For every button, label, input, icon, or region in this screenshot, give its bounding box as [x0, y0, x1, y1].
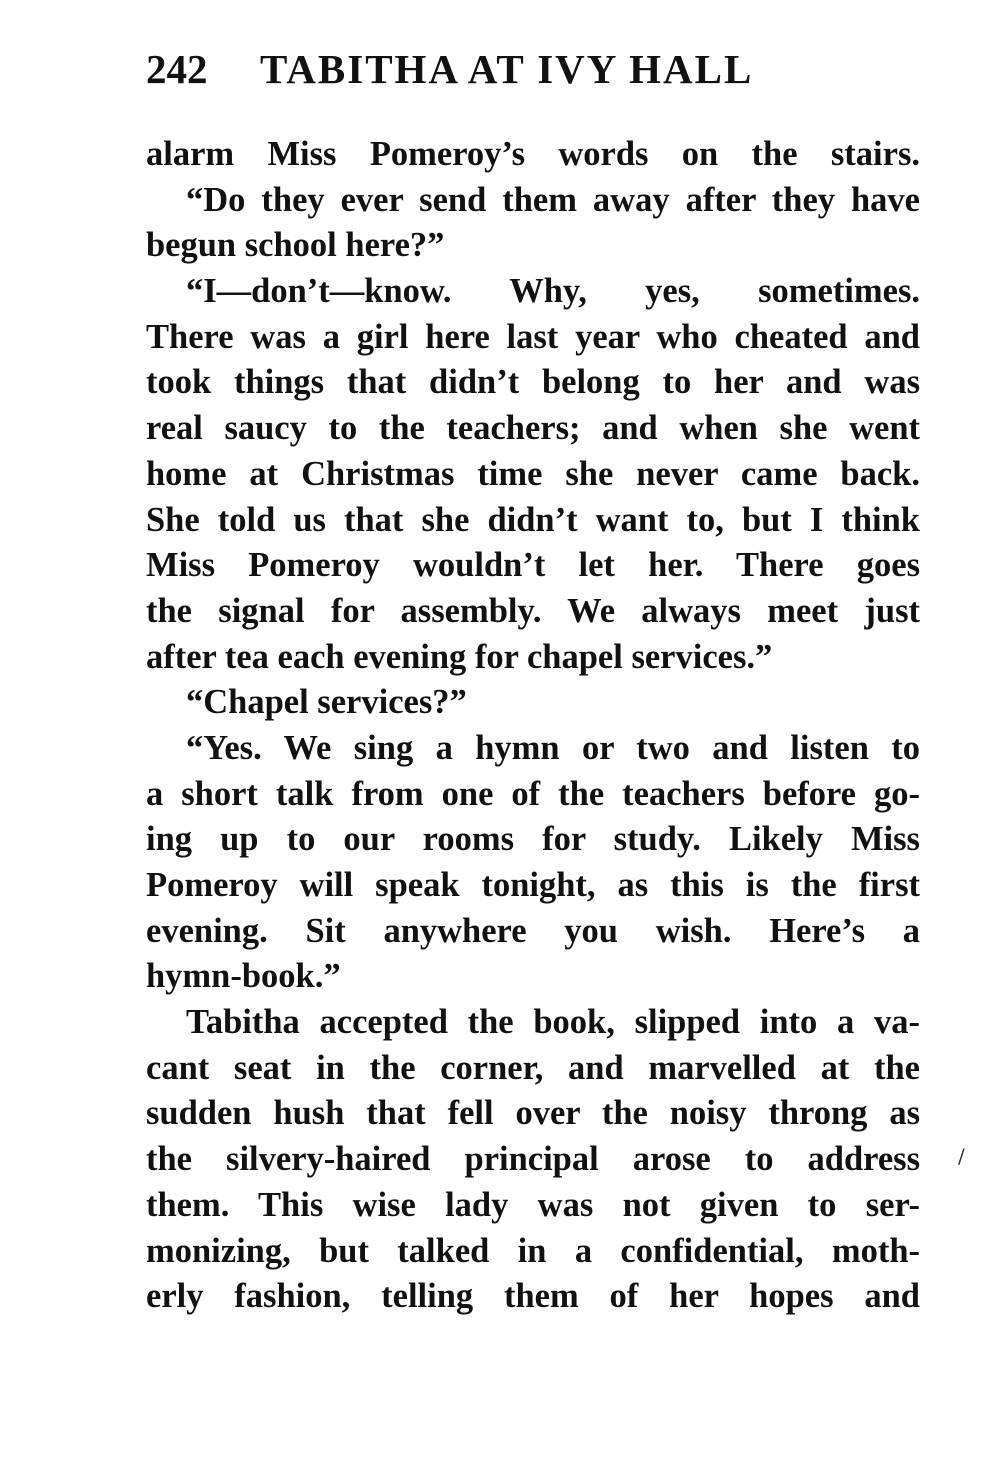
text-line: alarm Miss Pomeroy’s words on the stairs.	[146, 135, 920, 173]
text-line: monizing, but talked in a confidential, moth-	[146, 1231, 920, 1270]
text-line: a short talk from one of the teachers before go-	[146, 774, 920, 813]
text-line: erly fashion, telling them of her hopes and	[146, 1277, 920, 1316]
book-title: TABITHA AT IVY HALL	[260, 46, 754, 92]
text-line: cant seat in the corner, and marvelled at the	[146, 1048, 920, 1087]
page-number: 242	[146, 46, 208, 92]
margin-mark: /	[958, 1144, 965, 1168]
text-line: Pomeroy will speak tonight, as this is the first	[146, 866, 920, 904]
text-line: the signal for assembly. We always meet just	[146, 591, 920, 630]
text-line: home at Christmas time she never came back.	[146, 454, 920, 493]
text-line: “Chapel services?”	[186, 683, 467, 722]
body-text	[146, 132, 920, 1320]
text-line: There was a girl here last year who cheated and	[146, 317, 920, 356]
text-line: begun school here?”	[146, 226, 445, 265]
text-line: “Do they ever send them away after they have	[186, 180, 920, 219]
text-line: hymn-book.”	[146, 957, 341, 996]
text-line: sudden hush that fell over the noisy throng as	[146, 1094, 920, 1133]
text-line: evening. Sit anywhere you wish. Here’s a	[146, 911, 920, 950]
text-line: after tea each evening for chapel services.”	[146, 637, 773, 676]
text-line: ing up to our rooms for study. Likely Miss	[146, 820, 920, 859]
text-line: Miss Pomeroy wouldn’t let her. There goes	[146, 546, 920, 585]
text-line: took things that didn’t belong to her and was	[146, 363, 920, 402]
text-line: “I—don’t—know. Why, yes, sometimes.	[186, 272, 920, 311]
running-head	[146, 44, 920, 94]
text-line: She told us that she didn’t want to, but I think	[146, 500, 920, 539]
text-line: real saucy to the teachers; and when she went	[146, 409, 920, 448]
text-line: Tabitha accepted the book, slipped into a va-	[186, 1003, 920, 1042]
text-line: them. This wise lady was not given to ser-	[146, 1185, 920, 1224]
text-line: “Yes. We sing a hymn or two and listen to	[186, 728, 920, 767]
text-line: the silvery-haired principal arose to address	[146, 1140, 920, 1179]
